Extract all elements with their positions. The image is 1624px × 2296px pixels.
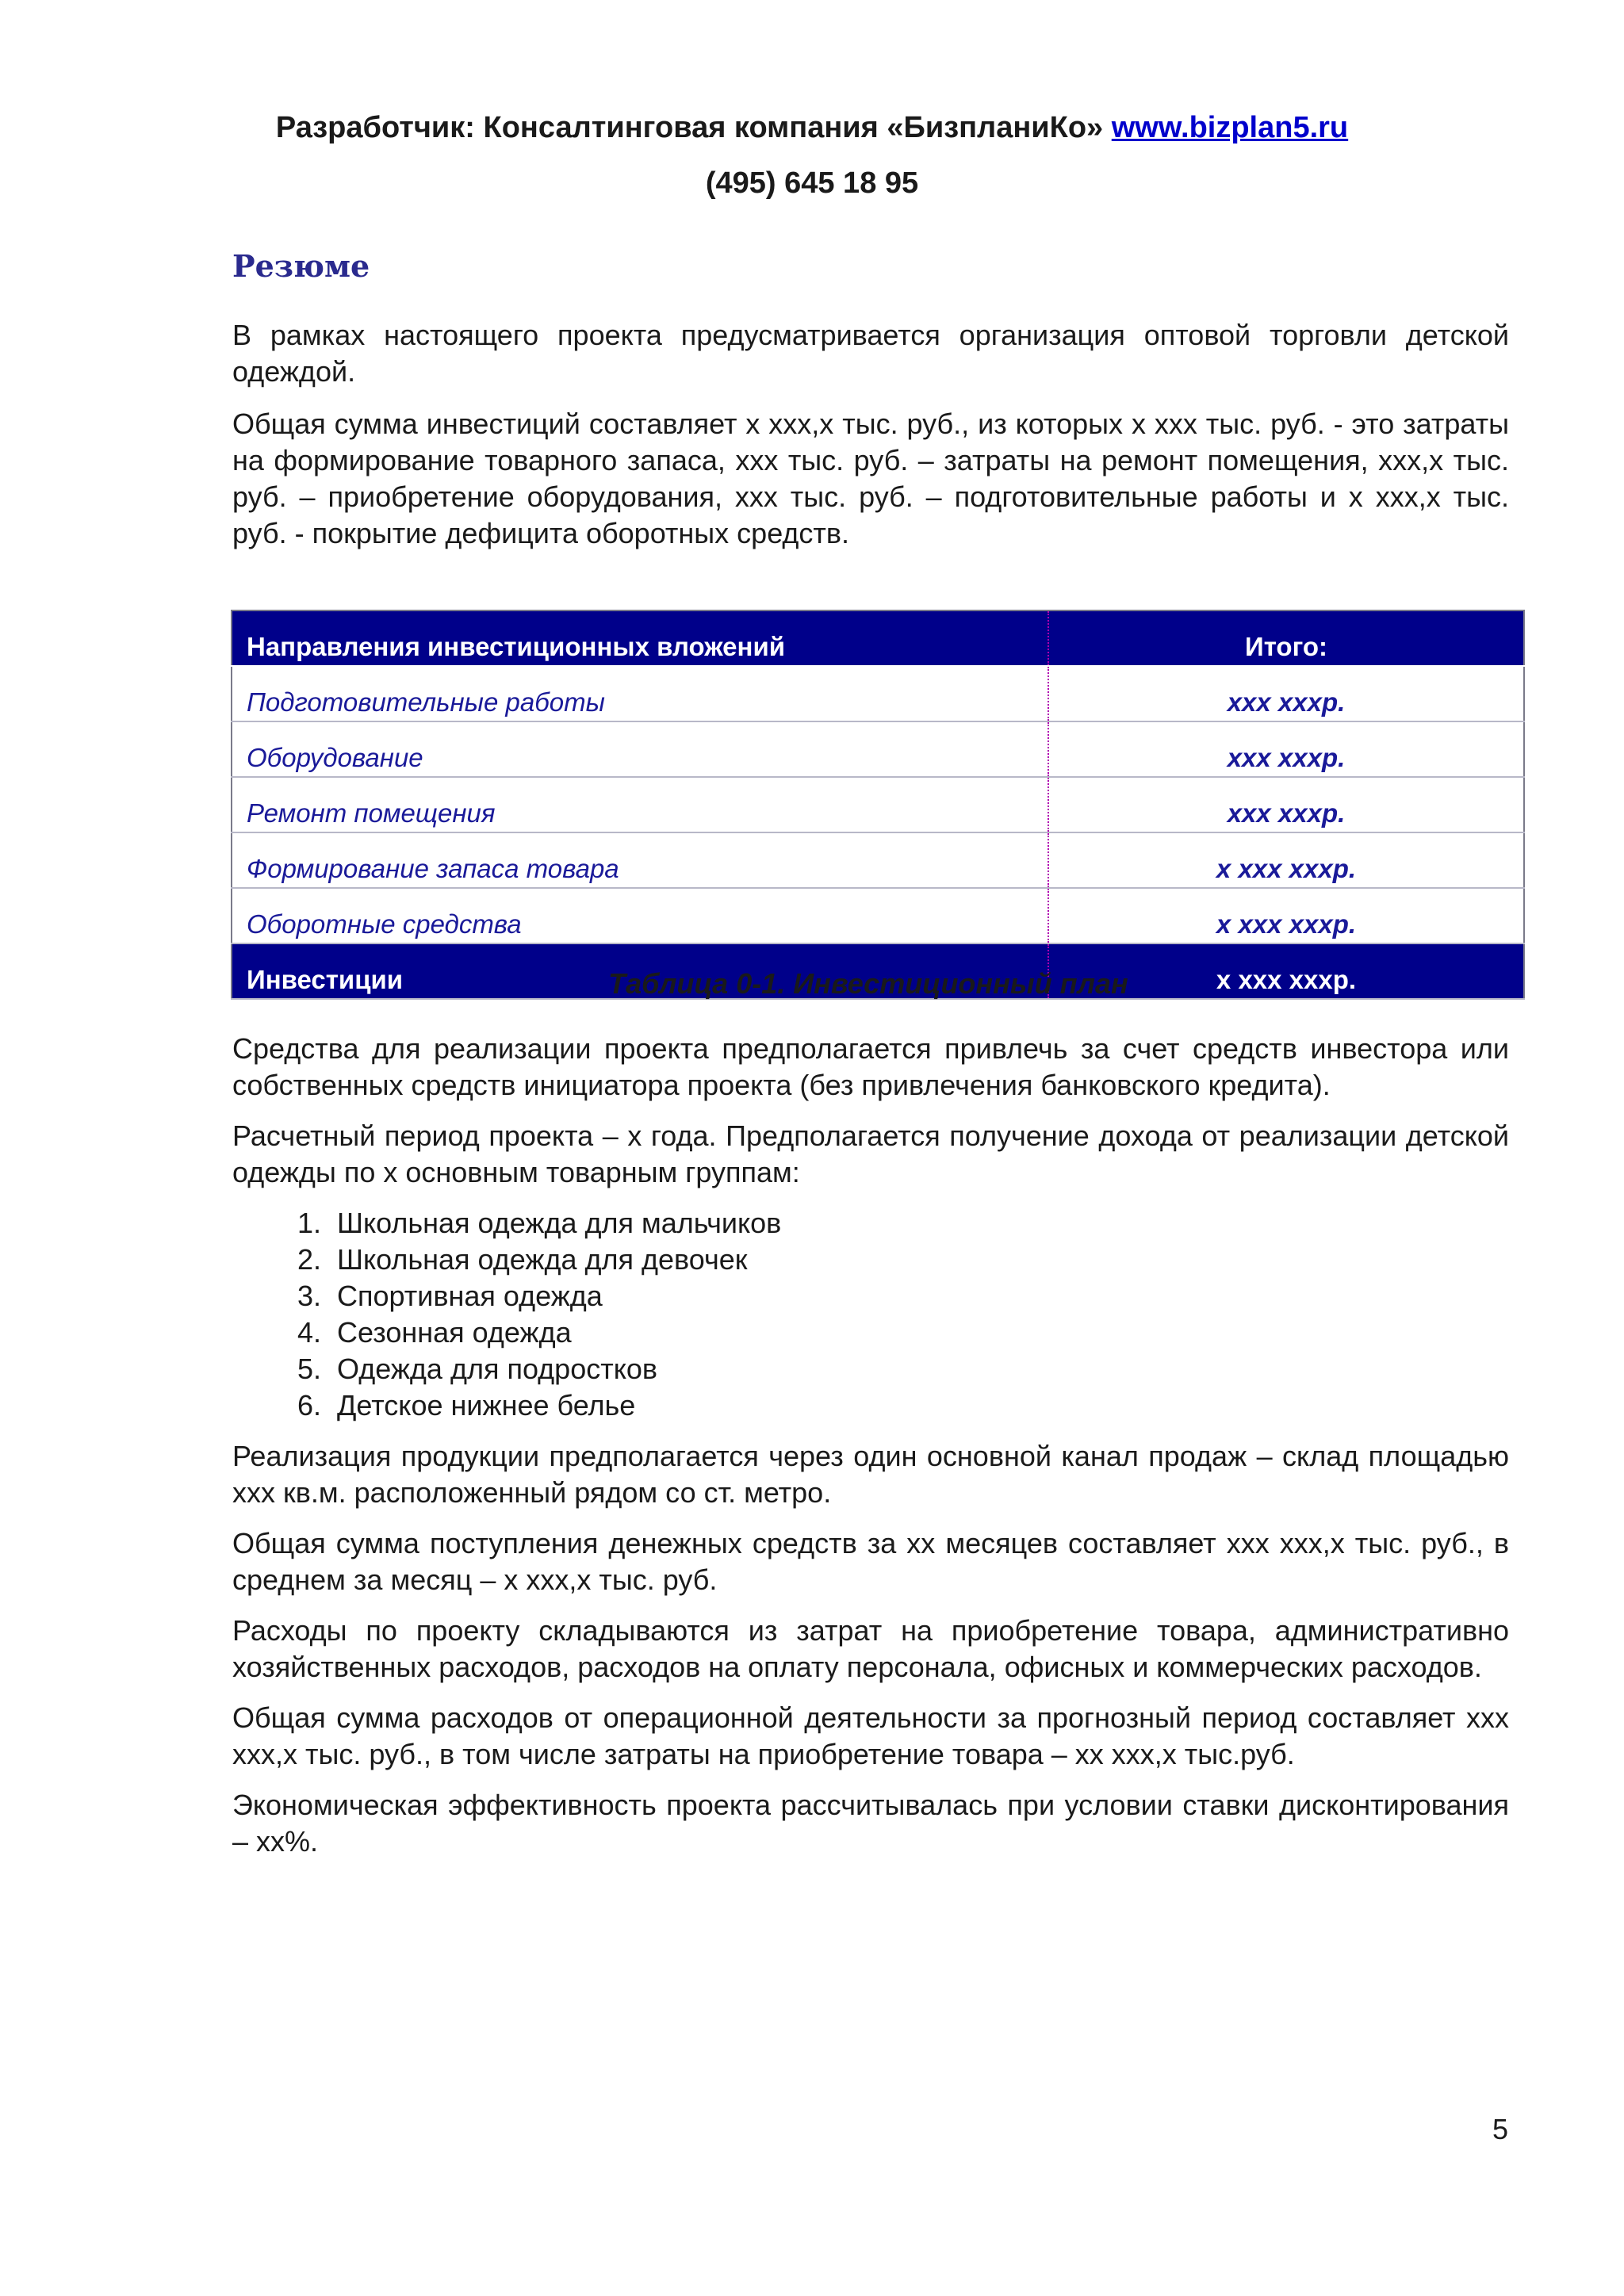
list-item: 2. Школьная одежда для девочек bbox=[329, 1242, 1509, 1278]
list-item: 3. Спортивная одежда bbox=[329, 1278, 1509, 1314]
investment-table bbox=[231, 610, 1525, 1000]
table-row bbox=[232, 721, 1524, 777]
row-name: Оборудование bbox=[232, 721, 1048, 777]
paragraph: Расчетный период проекта – х года. Предполагается получение дохода от реализации детской одежды по х основным товарным группам: bbox=[232, 1119, 1509, 1188]
paragraph: Общая сумма расходов от операционной деятельности за прогнозный период составляет ххх ххх,х тыс. руб., в том числе затраты на приобретение товара – хх ххх,х тыс.руб. bbox=[232, 1701, 1509, 1770]
total-value: х ххх хххр. bbox=[1048, 943, 1524, 999]
table-row bbox=[232, 666, 1524, 721]
paragraph: Средства для реализации проекта предполагается привлечь за счет средств инвестора или собственных средств инициатора проекта (без привлечения банковского кредита). bbox=[232, 1032, 1509, 1101]
table-caption: Таблица 0-1. Инвестиционный план bbox=[608, 967, 1128, 1000]
body-text bbox=[232, 1031, 1509, 1874]
list-item: 4. Сезонная одежда bbox=[329, 1314, 1509, 1351]
total-name: Инвестиции bbox=[232, 943, 1048, 999]
row-name: Оборотные средства bbox=[232, 888, 1048, 943]
section-title: Резюме bbox=[232, 248, 370, 284]
list-item: 6. Детское нижнее белье bbox=[329, 1387, 1509, 1424]
table-row bbox=[232, 832, 1524, 888]
row-name: Ремонт помещения bbox=[232, 777, 1048, 832]
table-row bbox=[232, 777, 1524, 832]
row-value: х ххх хххр. bbox=[1048, 888, 1524, 943]
row-name: Подготовительные работы bbox=[232, 666, 1048, 721]
row-value: ххх хххр. bbox=[1048, 721, 1524, 777]
table-row bbox=[232, 888, 1524, 943]
website-link[interactable]: www.bizplan5.ru bbox=[1111, 111, 1349, 144]
list-item: 5. Одежда для подростков bbox=[329, 1351, 1509, 1387]
product-group-list bbox=[232, 1205, 1509, 1424]
table-header-row bbox=[232, 610, 1524, 666]
paragraph: Общая сумма инвестиций составляет х ххх,х тыс. руб., из которых х ххх тыс. руб. - это затраты на формирование товарного запаса, ххх тыс. руб. – затраты на ремонт помещения, ххх,х тыс. руб. – приобретение оборудования, ххх тыс. руб. – подготовительные работы и х ххх,х тыс. руб. - покрытие дефицита оборотных средств. bbox=[232, 408, 1509, 549]
developer-label: Разработчик: Консалтинговая компания «БизпланиКо» bbox=[275, 111, 1104, 144]
intro-text bbox=[232, 317, 1509, 568]
row-value: х ххх хххр. bbox=[1048, 832, 1524, 888]
paragraph: Общая сумма поступления денежных средств за хх месяцев составляет ххх ххх,х тыс. руб., в среднем за месяц – х ххх,х тыс. руб. bbox=[232, 1527, 1509, 1596]
paragraph: Экономическая эффективность проекта рассчитывалась при условии ставки дисконтирования – хх%. bbox=[232, 1789, 1509, 1858]
column-header-direction: Направления инвестиционных вложений bbox=[232, 610, 1048, 666]
paragraph: В рамках настоящего проекта предусматривается организация оптовой торговли детской одеждой. bbox=[232, 319, 1509, 388]
phone-number: (495) 645 18 95 bbox=[705, 166, 919, 200]
paragraph: Расходы по проекту складываются из затрат на приобретение товара, административно хозяйственных расходов, расходов на оплату персонала, офисных и коммерческих расходов. bbox=[232, 1614, 1509, 1683]
list-item: 1. Школьная одежда для мальчиков bbox=[329, 1205, 1509, 1242]
row-value: ххх хххр. bbox=[1048, 777, 1524, 832]
developer-header bbox=[0, 111, 1624, 145]
page-number: 5 bbox=[1492, 2113, 1508, 2145]
column-header-total: Итого: bbox=[1048, 610, 1524, 666]
paragraph: Реализация продукции предполагается через один основной канал продаж – склад площадью ххх кв.м. расположенный рядом со ст. метро. bbox=[232, 1440, 1509, 1509]
row-name: Формирование запаса товара bbox=[232, 832, 1048, 888]
row-value: ххх хххр. bbox=[1048, 666, 1524, 721]
